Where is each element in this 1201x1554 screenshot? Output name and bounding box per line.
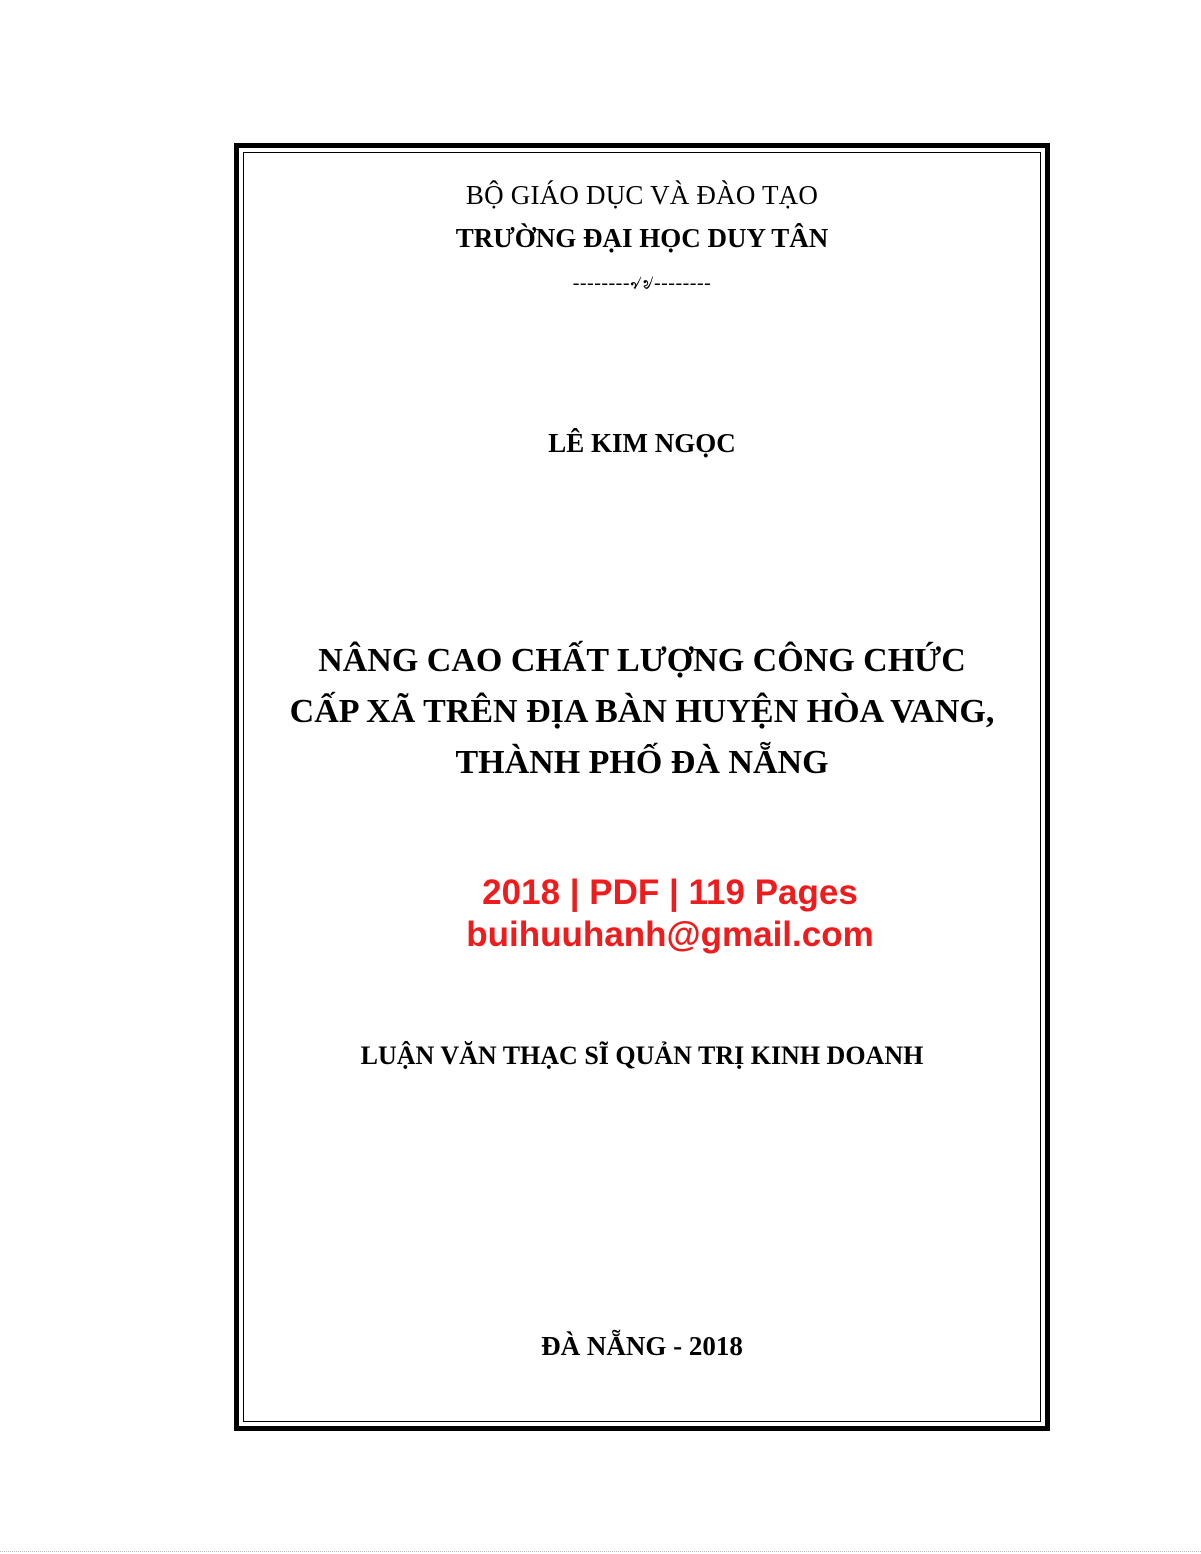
- place-year: ĐÀ NẴNG - 2018: [541, 1331, 743, 1361]
- ornament-divider: --------৵৶--------: [572, 272, 712, 294]
- watermark-email: buihuuhanh@gmail.com: [466, 915, 874, 954]
- ministry-heading: BỘ GIÁO DỤC VÀ ĐÀO TẠO: [465, 180, 819, 210]
- author-name: LÊ KIM NGỌC: [548, 428, 736, 458]
- thesis-title-line: CẤP XÃ TRÊN ĐỊA BÀN HUYỆN HÒA VANG,: [289, 693, 995, 730]
- thesis-title-line: NÂNG CAO CHẤT LƯỢNG CÔNG CHỨC: [318, 642, 966, 679]
- watermark-info: 2018 | PDF | 119 Pages: [482, 873, 858, 912]
- thesis-title: [234, 635, 1050, 788]
- page-bottom-rule: [0, 1551, 1201, 1552]
- thesis-title-line: THÀNH PHỐ ĐÀ NẴNG: [455, 744, 829, 781]
- degree-label: LUẬN VĂN THẠC SĨ QUẢN TRỊ KINH DOANH: [360, 1041, 924, 1070]
- university-heading: TRƯỜNG ĐẠI HỌC DUY TÂN: [455, 223, 829, 253]
